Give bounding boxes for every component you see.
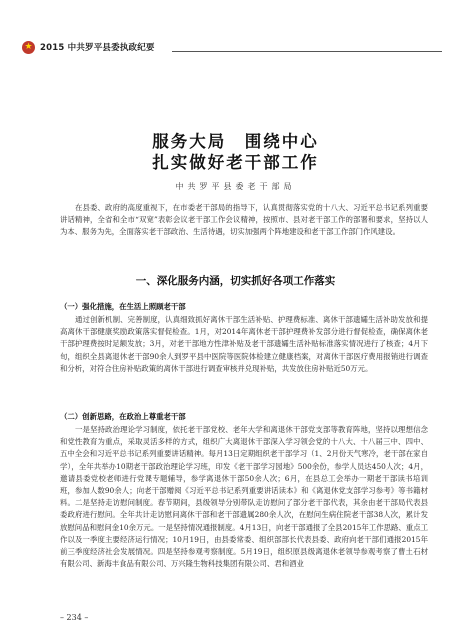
subsection-paragraph-2: 一是坚持政治理论学习制度，依托老干部党校、老年大学和离退休干部党支部等教育阵地，坚持以理想信念和党性教育为重点，采取灵活多样的方式，组织广大离退休干部深入学习领会党的十八大、十八届三中、四中、五中全会和习近平总书记系列重要讲话精神。每月13日定期组织老干部学习（1、2月份天气寒冷，老干部在家自学），全年共举办10期老干部政治理论学习班，印发《老干部学习园地》500余份，参学人员达450人次；4月，邀请县委党校老师进行党课专题辅导，参学离退休干部50余人次；6月，在县总工会举办一期老干部读书培训班，参加人数90余人；向老干部赠阅《习近平总书记系列重要讲话读本》和《离退休党支部学习参考》等书籍材料。二是坚持走访慰问制度。春节期间，县级领导分别带队走访慰问了部分老干部代表，其余由老干部局代表县委政府进行慰问。全年共计走访慰问离休干部和老干部遗属280余人次，在慰问生病住院老干部38人次，累计发放慰问品和慰问金10余万元。一是坚持情况通报制度。4月13日，向老干部通报了全县2015年工作思路、重点工作以及一季度主要经济运行情况；10月19日，由县委常委、组织部部长代表县委、政府向老干部们通报2015年前三季度经济社会发展情况。四是坚持参观考察制度。5月19日，组织原县级离退休老领导参观考察了曹土石材有限公司、新海丰食品有限公司、万兴隆生物科技集团有限公司、君和酒业 (60, 425, 428, 569)
article-author: 中共罗平县委老干部局 (175, 182, 296, 191)
subsection-heading-2: （二）创新思路，在政治上尊重老干部 (60, 412, 186, 421)
party-emblem-icon: ★ (22, 41, 35, 54)
subsection-paragraph-1: 通过创新机制、完善制度，认真细致抓好离休干部生活补贴、护理费标准、离休干部遗孀生活补助发放和提高离休干部健康奖励政策落实督促检查。1月，对2014年离休老干部护理费补发部分进行督促检查，确保离休老干部护理费按时足额发放；3月，对老干部地方性津补贴及老干部遗孀生活补贴标准落实情况进行了核查；4月下旬，组织全县离退休老干部90余人到罗平县中医院等医院体检建立健康档案，对离休干部医疗费用报销进行调查和分析，对符合住房补贴政策的离休干部进行调查审核并兑现补贴，共发放住房补贴近50万元。 (60, 315, 428, 373)
header-divider (172, 51, 442, 52)
page-number: – 234 – (60, 613, 89, 622)
section-heading: 一、深化服务内涵，切实抓好各项工作落实 (135, 275, 336, 287)
running-title: 2015 中共罗平县委执政纪要 (40, 43, 155, 53)
intro-paragraph: 在县委、政府的高度重视下，在市委老干部局的指导下，认真贯彻落实党的十八大、习近平总书记系列重要讲话精神，全省和全市“双宽”表彰会议老干部工作会议精神，按照市、县对老干部工作的部署和要求，坚持以人为本、服务为先，全面落实老干部政治、生活待遇，切实加强两个阵地建设和老干部工作部门作风建设。 (60, 203, 428, 237)
article-title-line2: 扎实做好老干部工作 (152, 153, 319, 172)
article-title-line1: 服务大局 围绕中心 (152, 132, 319, 151)
running-header (22, 40, 442, 60)
subsection-heading-1: （一）强化措施，在生活上照顾老干部 (60, 302, 186, 311)
